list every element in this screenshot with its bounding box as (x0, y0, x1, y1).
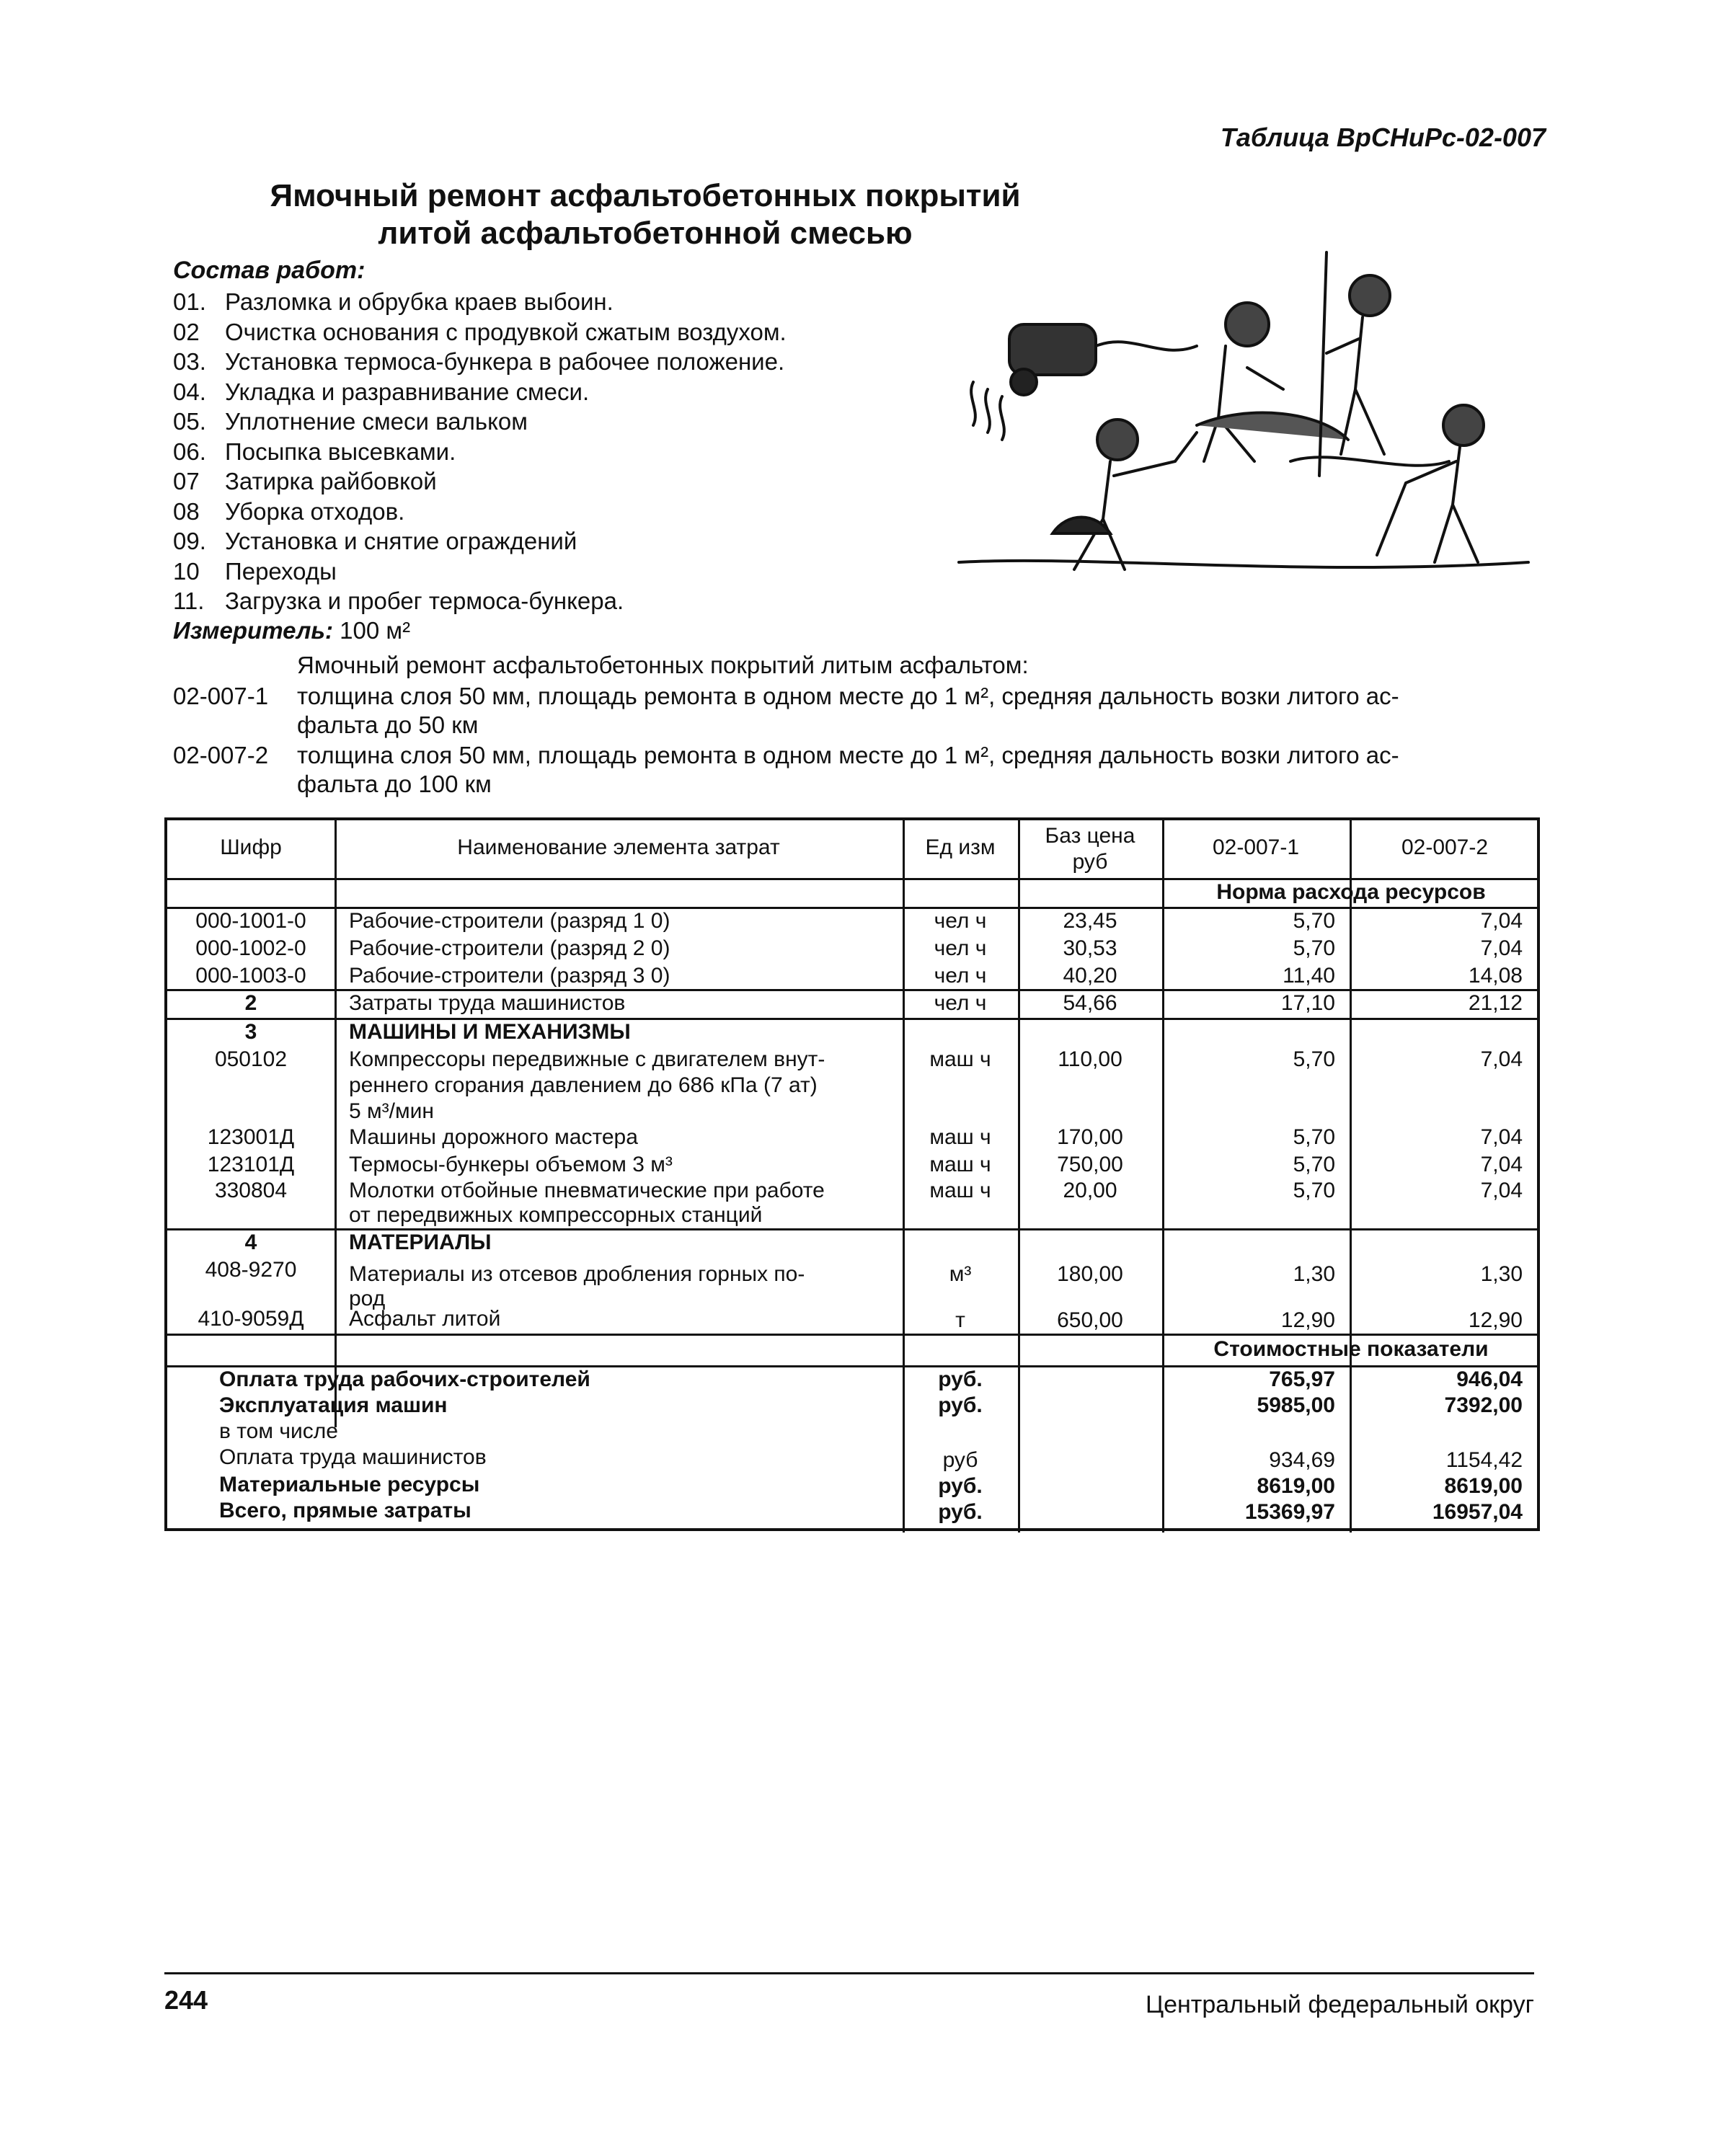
row-value-1: 5,70 (1293, 936, 1335, 960)
row-value-1: 5,70 (1293, 1125, 1335, 1149)
row-price: 54,66 (1063, 991, 1117, 1015)
row-code: 330804 (214, 1179, 288, 1202)
row-unit: чел ч (934, 909, 987, 933)
description-text: фальта до 50 км (297, 711, 479, 738)
row-price: 650,00 (1057, 1308, 1123, 1332)
cost-name: Всего, прямые затраты (219, 1499, 471, 1522)
works-item: 01. Разломка и обрубка краев выбоин. (173, 288, 614, 315)
works-item: 02 Очистка основания с продувкой сжатым воздухом. (173, 318, 787, 345)
header-price-unit: руб (1072, 850, 1108, 874)
works-item: 09. Установка и снятие ограждений (173, 528, 577, 554)
road-workers-illustration (944, 245, 1536, 591)
description-code: 02-007-1 (173, 683, 269, 709)
cost-value-2: 946,04 (1456, 1367, 1523, 1391)
row-value-2: 7,04 (1480, 1179, 1523, 1202)
row-value-1: 5,70 (1293, 1179, 1335, 1202)
works-item: 07 Затирка райбовкой (173, 468, 437, 494)
description-code: 02-007-2 (173, 742, 269, 768)
cost-value-1: 8619,00 (1257, 1474, 1335, 1498)
row-code: 2 (244, 991, 257, 1015)
row-unit: маш ч (929, 1179, 991, 1202)
row-value-2: 21,12 (1468, 991, 1523, 1015)
row-name: Затраты труда машинистов (349, 991, 626, 1015)
row-value-2: 14,08 (1468, 964, 1523, 988)
row-unit: чел ч (934, 991, 987, 1015)
cost-value-1: 934,69 (1269, 1448, 1335, 1472)
cost-value-1: 15369,97 (1244, 1500, 1335, 1524)
works-item: 03. Установка термоса-бункера в рабочее положение. (173, 348, 785, 375)
table-reference: Таблица ВрСНиРс-02-007 (1220, 123, 1546, 152)
description-heading: Ямочный ремонт асфальтобетонных покрытий литым асфальтом: (297, 652, 1029, 678)
row-value-1: 5,70 (1293, 1047, 1335, 1071)
row-name: род (349, 1287, 386, 1310)
works-item: 11. Загрузка и пробег термоса-бункера. (173, 587, 624, 614)
page-title (238, 177, 1053, 252)
works-list (173, 287, 787, 616)
works-item: 06. Посыпка высевками. (173, 438, 456, 465)
row-code: 123001Д (207, 1125, 295, 1149)
row-name: от передвижных компрессорных станций (349, 1203, 763, 1227)
row-unit: маш ч (929, 1153, 991, 1176)
row-value-2: 7,04 (1480, 1125, 1523, 1149)
norm-label: Норма расхода ресурсов (1216, 880, 1486, 904)
row-unit: маш ч (929, 1125, 991, 1149)
title-line-1: Ямочный ремонт асфальтобетонных покрытий (270, 178, 1021, 213)
description-text: толщина слоя 50 мм, площадь ремонта в одном месте до 1 м², средняя дальность возки литого ас- (297, 683, 1399, 709)
footer-region: Центральный федеральный округ (1145, 1991, 1534, 2018)
row-value-2: 12,90 (1468, 1308, 1523, 1332)
row-unit: м³ (949, 1262, 972, 1286)
page-number: 244 (164, 1985, 208, 2015)
row-value-2: 7,04 (1480, 909, 1523, 933)
measure-label: Измеритель: (173, 617, 333, 644)
row-price: 23,45 (1063, 909, 1117, 933)
header-name: Наименование элемента затрат (457, 835, 780, 859)
works-item: 10 Переходы (173, 557, 337, 585)
row-name: Термосы-бункеры объемом 3 м³ (349, 1153, 673, 1176)
section-title: МАШИНЫ И МЕХАНИЗМЫ (349, 1020, 631, 1044)
row-price: 170,00 (1057, 1125, 1123, 1149)
row-code: 000-1001-0 (195, 909, 306, 933)
cost-value-2: 8619,00 (1444, 1474, 1523, 1498)
section-code: 4 (244, 1230, 257, 1254)
row-value-1: 1,30 (1293, 1262, 1335, 1286)
row-value-2: 1,30 (1480, 1262, 1523, 1286)
row-name: Рабочие-строители (разряд 1 0) (349, 909, 670, 933)
row-code: 408-9270 (205, 1258, 297, 1282)
row-code: 000-1002-0 (195, 936, 306, 960)
row-name: Компрессоры передвижные с двигателем внут- (349, 1047, 825, 1071)
row-value-2: 7,04 (1480, 1153, 1523, 1176)
row-code: 123101Д (207, 1153, 295, 1176)
cost-value-1: 5985,00 (1257, 1393, 1335, 1417)
description-text: толщина слоя 50 мм, площадь ремонта в одном месте до 1 м², средняя дальность возки литого ас- (297, 742, 1399, 768)
cost-unit: руб. (938, 1393, 983, 1417)
header-price: Баз цена (1045, 824, 1135, 848)
row-unit: т (955, 1308, 965, 1332)
title-line-2: литой асфальтобетонной смесью (378, 216, 913, 251)
header-code: Шифр (220, 835, 282, 859)
row-price: 30,53 (1063, 936, 1117, 960)
row-price: 750,00 (1057, 1153, 1123, 1176)
cost-unit: руб. (938, 1500, 983, 1524)
measure-value: 100 м² (340, 617, 411, 644)
row-value-2: 7,04 (1480, 1047, 1523, 1071)
cost-label: Стоимостные показатели (1213, 1337, 1489, 1361)
row-price: 20,00 (1063, 1179, 1117, 1202)
row-code: 410-9059Д (198, 1307, 304, 1331)
cost-name: в том числе (219, 1419, 338, 1443)
row-unit: чел ч (934, 936, 987, 960)
description-text: фальта до 100 км (297, 771, 492, 797)
works-item: 04. Укладка и разравнивание смеси. (173, 378, 590, 405)
works-item: 05. Уплотнение смеси вальком (173, 408, 528, 435)
row-value-1: 12,90 (1280, 1308, 1335, 1332)
row-name: Материалы из отсевов дробления горных по- (349, 1262, 805, 1286)
row-price: 40,20 (1063, 964, 1117, 988)
section-title: МАТЕРИАЛЫ (349, 1230, 492, 1254)
row-unit: маш ч (929, 1047, 991, 1071)
row-unit: чел ч (934, 964, 987, 988)
row-name: Асфальт литой (349, 1307, 501, 1331)
works-label: Состав работ: (173, 257, 366, 284)
cost-name: Эксплуатация машин (219, 1393, 448, 1417)
cost-unit: руб (942, 1448, 978, 1472)
header-col-1: 02-007-1 (1212, 835, 1300, 859)
measure-unit (173, 617, 410, 644)
row-value-1: 17,10 (1280, 991, 1335, 1015)
cost-table (164, 817, 1540, 1531)
cost-value-2: 1154,42 (1445, 1448, 1523, 1472)
header-unit: Ед изм (925, 835, 996, 859)
cost-unit: руб. (938, 1367, 983, 1391)
row-code: 050102 (214, 1047, 288, 1071)
header-col-2: 02-007-2 (1401, 835, 1489, 859)
cost-name: Материальные ресурсы (219, 1473, 480, 1496)
row-value-2: 7,04 (1480, 936, 1523, 960)
row-value-1: 11,40 (1283, 964, 1335, 988)
row-name: Рабочие-строители (разряд 2 0) (349, 936, 670, 960)
cost-value-2: 16957,04 (1432, 1500, 1523, 1524)
row-name: Машины дорожного мастера (349, 1125, 638, 1149)
row-name: 5 м³/мин (349, 1099, 434, 1123)
row-price: 180,00 (1057, 1262, 1123, 1286)
row-name: реннего сгорания давлением до 686 кПа (7 ат) (349, 1073, 818, 1097)
row-value-1: 5,70 (1293, 909, 1335, 933)
row-name: Рабочие-строители (разряд 3 0) (349, 964, 670, 988)
footer-divider (164, 1972, 1534, 1974)
cost-value-1: 765,97 (1269, 1367, 1335, 1391)
row-price: 110,00 (1058, 1047, 1122, 1071)
works-item: 08 Уборка отходов. (173, 497, 405, 525)
row-code: 000-1003-0 (195, 964, 306, 988)
section-code: 3 (244, 1020, 257, 1044)
cost-value-2: 7392,00 (1444, 1393, 1523, 1417)
cost-name: Оплата труда машинистов (219, 1445, 487, 1469)
cost-name: Оплата труда рабочих-строителей (219, 1367, 590, 1391)
row-name: Молотки отбойные пневматические при работе (349, 1179, 825, 1202)
cost-unit: руб. (938, 1474, 983, 1498)
row-value-1: 5,70 (1293, 1153, 1335, 1176)
